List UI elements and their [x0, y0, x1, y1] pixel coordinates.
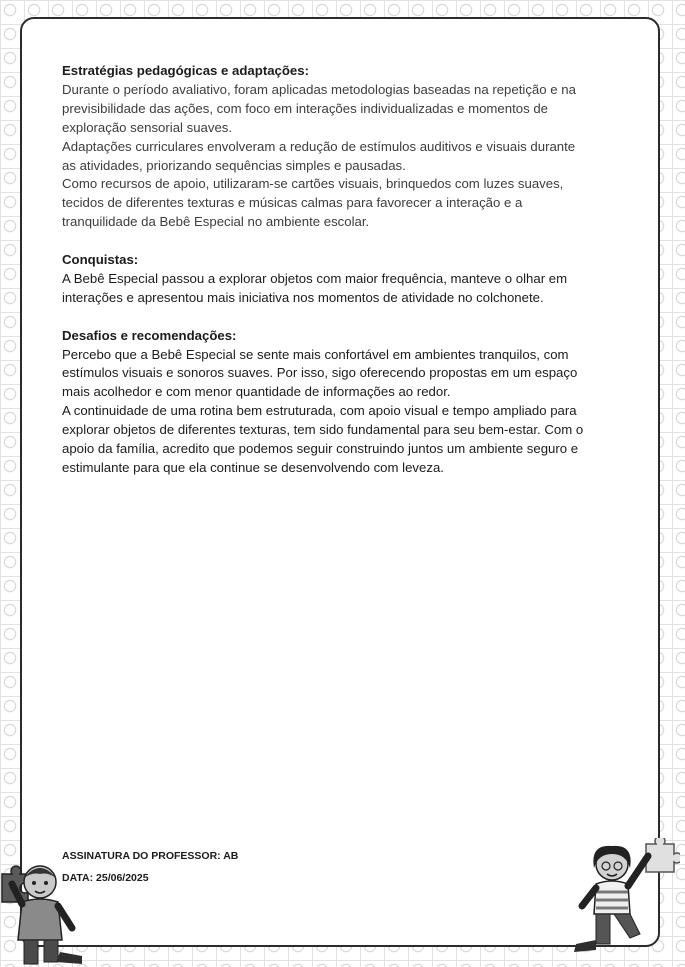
paragraph: Adaptações curriculares envolveram a redução de estímulos auditivos e visuais durante as atividades, priorizando sequências simples e pausadas.	[62, 138, 576, 173]
section-challenges	[62, 327, 592, 478]
paragraph: Percebo que a Bebê Especial se sente mais confortável em ambientes tranquilos, com estímulos visuais e sonoros suaves. Por isso, sigo oferecendo propostas em um espaço mais acolhedor e com menor quantidade de informações ao redor.	[62, 346, 578, 400]
document-content	[62, 62, 592, 497]
section-heading: Estratégias pedagógicas e adaptações:	[62, 63, 309, 78]
section-strategies	[62, 62, 592, 232]
paragraph: Como recursos de apoio, utilizaram-se cartões visuais, brinquedos com luzes suaves, tecidos de diferentes texturas e músicas calmas para favorecer a interação e a tranquilidade da Bebê Especial no ambiente escolar.	[62, 176, 564, 230]
boy-illustration	[0, 852, 90, 967]
girl-illustration	[572, 838, 680, 956]
paragraph: A continuidade de uma rotina bem estruturada, com apoio visual e tempo ampliado para explorar objetos de diferentes texturas, tem sido fundamental para seu bem-estar. Com o apoio da família, acredito que podemos seguir construindo juntos um ambiente seguro e estimulante para que ela continue se desenvolvendo com leveza.	[62, 403, 584, 475]
teacher-signature: ASSINATURA DO PROFESSOR: AB	[62, 850, 239, 862]
section-heading: Desafios e recomendações:	[62, 327, 237, 343]
paragraph: A Bebê Especial passou a explorar objetos com maior frequência, manteve o olhar em interações e apresentou mais iniciativa nos momentos de atividade no colchonete.	[62, 270, 568, 305]
section-heading: Conquistas:	[62, 252, 139, 268]
report-date: DATA: 25/06/2025	[62, 872, 149, 884]
section-achievements	[62, 251, 592, 308]
paragraph: Durante o período avaliativo, foram aplicadas metodologias baseadas na repetição e na previsibilidade das ações, com foco em interações individualizadas e momentos de exploração sensorial suaves.	[62, 81, 576, 135]
